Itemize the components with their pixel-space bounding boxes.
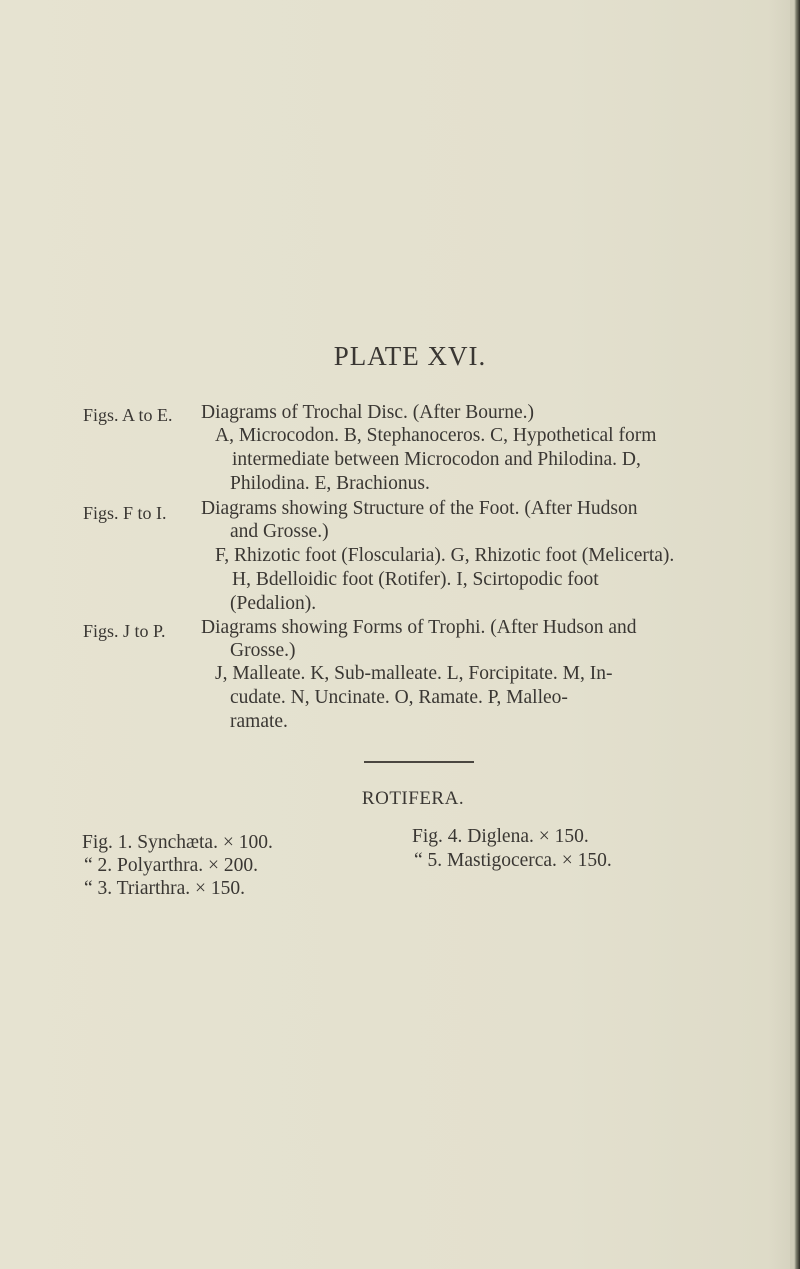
section-divider — [364, 761, 474, 763]
explanation-line: Diagrams of Trochal Disc. (After Bourne.) — [201, 402, 535, 423]
explanation-line: F, Rhizotic foot (Floscularia). G, Rhizotic foot (Melicerta). — [215, 545, 675, 566]
explanation-label: Figs. J to P. — [83, 621, 166, 641]
explanation-label: Figs. A to E. — [83, 405, 173, 425]
figure-item: “ 5. Mastigocerca. × 150. — [414, 850, 612, 871]
explanation-line: intermediate between Microcodon and Philodina. D, — [232, 449, 641, 470]
figure-item: Fig. 1. Synchæta. × 100. — [82, 832, 273, 853]
explanation-label: Figs. F to I. — [83, 503, 167, 523]
figure-item: Fig. 4. Diglena. × 150. — [412, 826, 589, 847]
page-edge — [794, 0, 800, 1269]
section-title: ROTIFERA. — [361, 788, 465, 809]
explanation-line: A, Microcodon. B, Stephanoceros. C, Hypothetical form — [215, 425, 657, 446]
explanation-line: J, Malleate. K, Sub-malleate. L, Forcipitate. M, In- — [215, 663, 613, 684]
figure-item: “ 3. Triarthra. × 150. — [84, 878, 246, 899]
explanation-line: Diagrams showing Structure of the Foot. (After Hudson — [201, 498, 638, 519]
explanation-line: (Pedalion). — [230, 593, 317, 614]
explanation-line: Diagrams showing Forms of Trophi. (After Hudson and — [201, 617, 637, 638]
explanation-line: Philodina. E, Brachionus. — [230, 473, 430, 494]
explanation-line: H, Bdelloidic foot (Rotifer). I, Scirtopodic foot — [232, 569, 599, 590]
explanation-line: and Grosse.) — [230, 521, 329, 542]
explanation-line: cudate. N, Uncinate. O, Ramate. P, Malleo- — [230, 687, 568, 708]
figure-item: “ 2. Polyarthra. × 200. — [84, 855, 259, 876]
plate-title: PLATE XVI. — [333, 341, 487, 371]
explanation-line: ramate. — [230, 711, 288, 732]
explanation-line: Grosse.) — [230, 640, 296, 661]
